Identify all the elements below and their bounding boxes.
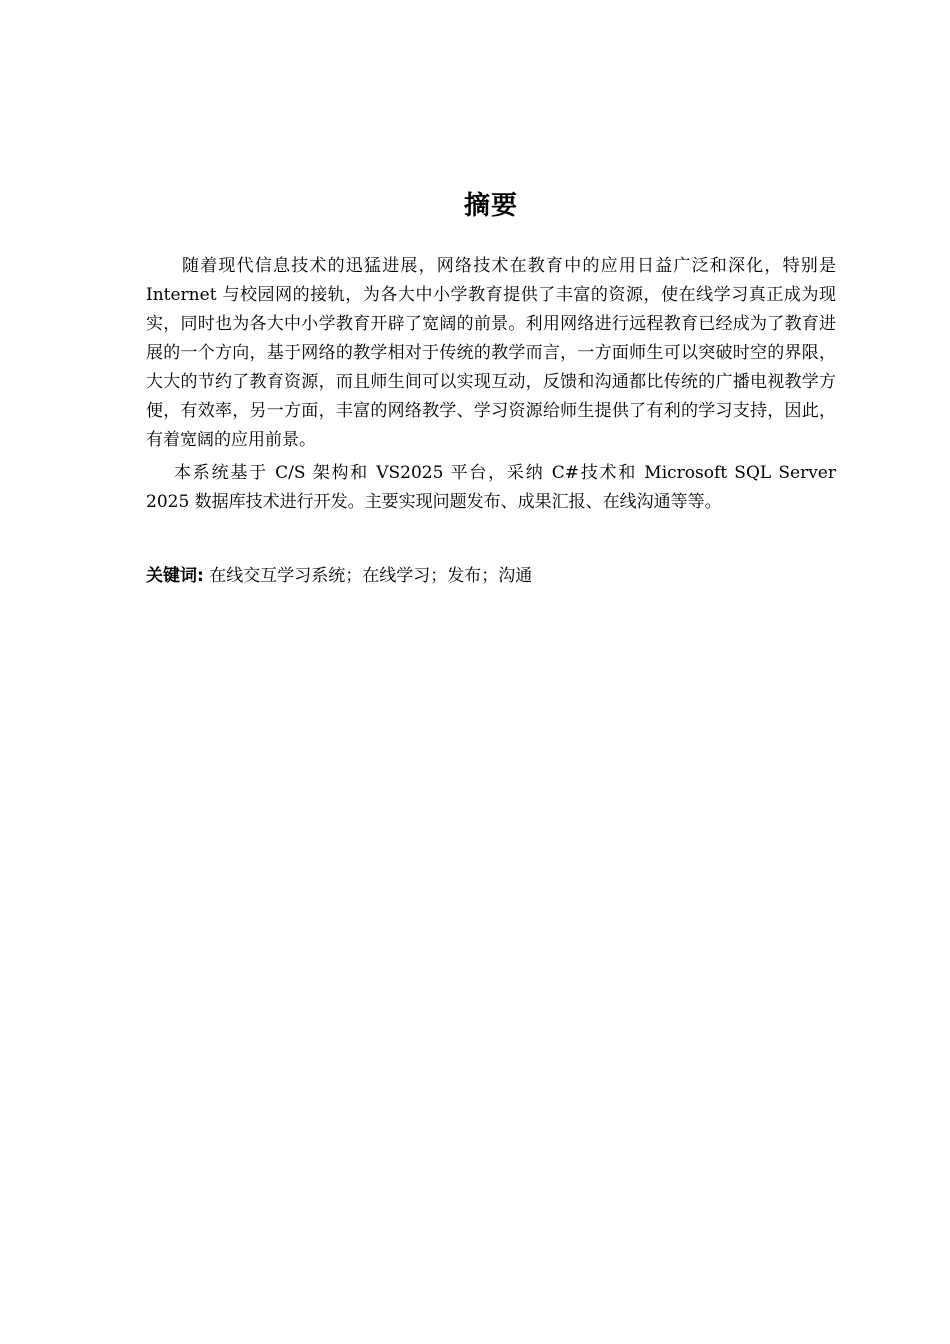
abstract-title: 摘要 [463, 191, 518, 221]
abstract-section [146, 186, 836, 591]
keywords-label: 关键词: [146, 566, 204, 586]
keywords-value: 在线交互学习系统；在线学习；发布；沟通 [209, 566, 533, 586]
keywords-line [146, 562, 836, 591]
abstract-paragraph-1: 随着现代信息技术的迅猛进展，网络技术在教育中的应用日益广泛和深化，特别是 Internet 与校园网的接轨，为各大中小学教育提供了丰富的资源，使在线学习真正成为现实，同时也为各大中小学教育开辟了宽阔的前景。利用网络进行远程教育已经成为了教育进展的一个方向，基于网络的教学相对于传统的教学而言，一方面师生可以突破时空的界限，大大的节约了教育资源，而且师生间可以实现互动，反馈和沟通都比传统的广播电视教学方便，有效率，另一方面，丰富的网络教学、学习资源给师生提供了有利的学习支持，因此，有着宽阔的应用前景。 [146, 256, 836, 450]
abstract-paragraph-2: 本系统基于 C/S 架构和 VS2025 平台，采纳 C#技术和 Microsoft SQL Server 2025 数据库技术进行开发。主要实现问题发布、成果汇报、在线沟通等等。 [146, 463, 836, 512]
